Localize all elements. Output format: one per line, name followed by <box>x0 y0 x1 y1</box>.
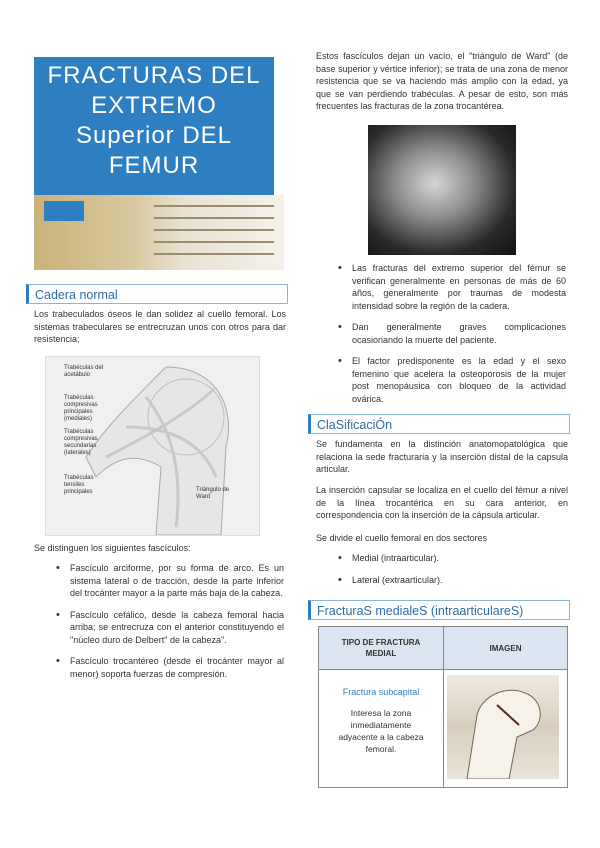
trabecular-diagram <box>45 356 260 536</box>
table-header-imagen: IMAGEN <box>489 643 522 653</box>
label-ward: Triángulo de Ward <box>196 487 230 500</box>
label-tensiles: Trabéculas tensiles principales <box>64 475 94 495</box>
table-header-tipo: TIPO DE FRACTURA MEDIAL <box>341 638 421 658</box>
hip-anatomy-image <box>34 195 284 270</box>
list-item: • El factor predisponente es la edad y el sexo femenino que acelera la osteoporosis de la mujer post menopáusica con bloqueo de la actividad ovárica. <box>336 355 566 405</box>
label-line <box>154 217 274 219</box>
clasificacion-p3: Se divide el cuello femoral en dos sectores <box>316 533 488 543</box>
list-item: • Fascículo cefálico, desde la cabeza femoral hacia arriba; se entrecruza con el anterior constituyendo el "núcleo duro de Delbert" de la cabeza". <box>54 609 284 647</box>
label-line <box>154 241 274 243</box>
label-line <box>154 253 274 255</box>
header-tab-decoration <box>44 201 84 221</box>
title-line-1: FRACTURAS DEL <box>47 62 261 89</box>
fascicles-intro: Se distinguen los siguientes fascículos: <box>34 543 191 553</box>
cadera-intro: Los trabeculados óseos le dan solidez al cuello femoral. Los sistemas trabeculares se entrecruzan unos con otros para dar resistencia; <box>34 309 286 344</box>
facts-list <box>336 262 566 414</box>
label-acetabulo: Trabéculas del acetábulo <box>64 365 104 378</box>
femur-head-drawing <box>447 675 559 779</box>
label-line <box>154 229 274 231</box>
list-item: • Fascículo arciforme, por su forma de arco. Es un sistema lateral o de tracción, desde la parte inferior del trocánter mayor a la parte más baja de la cabeza. <box>54 562 284 600</box>
list-item: • Las fracturas del extremo superior del fémur se verifican generalmente en personas de más de 60 años, generalmente por traumas de modesta intensidad sobre la región de la cadera. <box>336 262 566 312</box>
fracture-type-description: Interesa la zona inmediatamente adyacente a la cabeza femoral. <box>338 708 424 754</box>
hip-xray-image <box>368 125 516 255</box>
section-heading-clasificacion: ClaSificaciÓn <box>308 414 570 434</box>
label-secundarias: Trabéculas compresivas secundarias (laterales) <box>64 429 98 456</box>
subcapital-fracture-image <box>447 675 559 779</box>
list-item: • Medial (intraarticular). <box>336 552 566 565</box>
fascicles-list <box>54 562 284 689</box>
clasificacion-p2: La inserción capsular se localiza en el cuello del fémur a nivel de la línea trocantérica en su cara anterior, en correspondencia con la inserción de la cápsula articular. <box>316 485 568 520</box>
table-divider <box>443 627 444 787</box>
ward-paragraph: Estos fascículos dejan un vacío, el "triángulo de Ward" (de base superior y vértice inferior); se trata de una zona de menor resistencia que se va haciendo más amplio con la edad, ya que se van perdiendo trabéculas. A pesar de esto, son más frecuentes las fracturas de la zona trocantérea. <box>316 51 568 111</box>
title-line-2: EXTREMO <box>91 92 217 119</box>
label-compresivas: Trabéculas compresivas principales (mediales) <box>64 395 98 422</box>
fracture-type-title: Fractura subcapital <box>342 687 420 697</box>
label-line <box>154 205 274 207</box>
list-item: • Lateral (extraarticular). <box>336 574 566 587</box>
list-item: • Fascículo trocantéreo (desde el trocánter mayor al menor) soporta fuerzas de compresión. <box>54 655 284 680</box>
list-item: • Dan generalmente graves complicaciones ocasionando la muerte del paciente. <box>336 321 566 346</box>
fracture-table <box>318 626 568 788</box>
sectors-list <box>336 552 566 595</box>
section-heading-mediales: FracturaS medialeS (intraarticulareS) <box>308 600 570 620</box>
title-line-3: Superior DEL <box>75 122 233 149</box>
section-heading-cadera: Cadera normal <box>26 284 288 304</box>
title-line-4: FEMUR <box>108 152 200 179</box>
document-title <box>34 57 274 195</box>
clasificacion-p1: Se fundamenta en la distinción anatomopatológica que relaciona la sede fracturaria y la inserción distal de la capsula articular. <box>316 439 568 474</box>
